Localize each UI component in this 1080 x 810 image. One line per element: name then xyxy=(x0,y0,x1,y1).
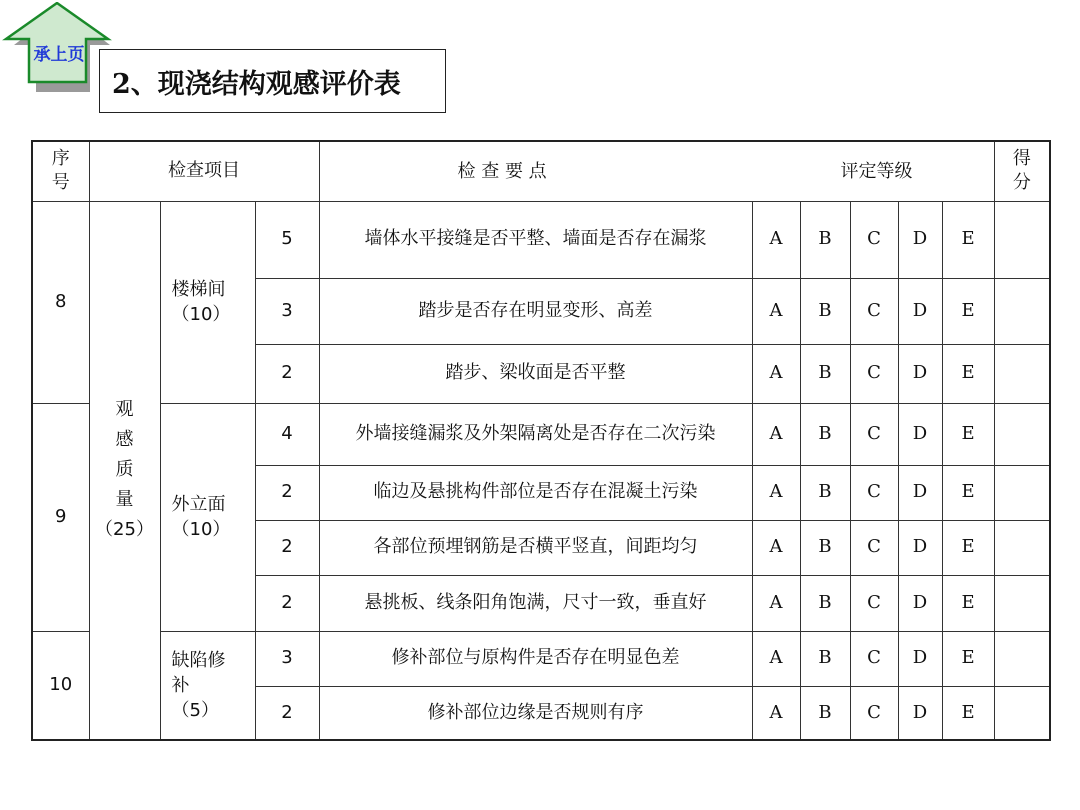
grade-option-b[interactable]: B xyxy=(800,631,850,686)
score-cell[interactable] xyxy=(994,403,1050,465)
grade-option-c[interactable]: C xyxy=(850,686,898,740)
grade-option-b[interactable]: B xyxy=(800,201,850,278)
grade-option-b[interactable]: B xyxy=(800,278,850,344)
score-cell[interactable] xyxy=(994,278,1050,344)
header-points-grade xyxy=(319,141,994,201)
score-cell[interactable] xyxy=(994,575,1050,631)
seq-cell: 9 xyxy=(32,403,89,631)
subitem-cell: 外立面 （10） xyxy=(160,403,255,631)
grade-option-d[interactable]: D xyxy=(898,631,942,686)
grade-option-d[interactable]: D xyxy=(898,344,942,403)
grade-option-b[interactable]: B xyxy=(800,686,850,740)
previous-page-label: 承上页 xyxy=(33,45,85,65)
grade-option-c[interactable]: C xyxy=(850,465,898,520)
grade-option-a[interactable]: A xyxy=(752,520,800,575)
points-cell: 4 xyxy=(255,403,319,465)
grade-option-a[interactable]: A xyxy=(752,631,800,686)
check-point-cell: 各部位预埋钢筋是否横平竖直，间距均匀 xyxy=(319,520,752,575)
grade-option-a[interactable]: A xyxy=(752,575,800,631)
points-cell: 2 xyxy=(255,575,319,631)
grade-option-d[interactable]: D xyxy=(898,201,942,278)
check-point-cell: 墙体水平接缝是否平整、墙面是否存在漏浆 xyxy=(319,201,752,278)
header-points: 检 查 要 点 xyxy=(457,161,547,182)
grade-option-a[interactable]: A xyxy=(752,686,800,740)
grade-option-d[interactable]: D xyxy=(898,686,942,740)
header-seq: 序 号 xyxy=(32,141,89,201)
page-title: 2、现浇结构观感评价表 xyxy=(112,68,401,100)
grade-option-b[interactable]: B xyxy=(800,403,850,465)
previous-page-button[interactable] xyxy=(2,2,112,92)
table-header-row xyxy=(32,141,1050,201)
grade-option-e[interactable]: E xyxy=(942,403,994,465)
grade-option-c[interactable]: C xyxy=(850,344,898,403)
table-row xyxy=(32,201,1050,278)
category-cell: 观 感 质 量 （25） xyxy=(89,201,160,740)
grade-option-d[interactable]: D xyxy=(898,520,942,575)
grade-option-e[interactable]: E xyxy=(942,201,994,278)
grade-option-c[interactable]: C xyxy=(850,278,898,344)
score-cell[interactable] xyxy=(994,201,1050,278)
grade-option-a[interactable]: A xyxy=(752,403,800,465)
grade-option-a[interactable]: A xyxy=(752,465,800,520)
grade-option-a[interactable]: A xyxy=(752,344,800,403)
grade-option-e[interactable]: E xyxy=(942,278,994,344)
grade-option-c[interactable]: C xyxy=(850,201,898,278)
points-cell: 5 xyxy=(255,201,319,278)
header-grade: 评定等级 xyxy=(840,161,913,182)
grade-option-d[interactable]: D xyxy=(898,575,942,631)
grade-option-e[interactable]: E xyxy=(942,686,994,740)
score-cell[interactable] xyxy=(994,344,1050,403)
score-cell[interactable] xyxy=(994,465,1050,520)
grade-option-b[interactable]: B xyxy=(800,520,850,575)
grade-option-d[interactable]: D xyxy=(898,465,942,520)
check-point-cell: 修补部位边缘是否规则有序 xyxy=(319,686,752,740)
check-point-cell: 悬挑板、线条阳角饱满，尺寸一致，垂直好 xyxy=(319,575,752,631)
check-point-cell: 踏步是否存在明显变形、高差 xyxy=(319,278,752,344)
grade-option-a[interactable]: A xyxy=(752,201,800,278)
grade-option-b[interactable]: B xyxy=(800,465,850,520)
seq-cell: 8 xyxy=(32,201,89,403)
grade-option-e[interactable]: E xyxy=(942,631,994,686)
check-point-cell: 临边及悬挑构件部位是否存在混凝土污染 xyxy=(319,465,752,520)
grade-option-d[interactable]: D xyxy=(898,403,942,465)
grade-option-b[interactable]: B xyxy=(800,344,850,403)
grade-option-e[interactable]: E xyxy=(942,575,994,631)
subitem-cell: 楼梯间 （10） xyxy=(160,201,255,403)
points-cell: 2 xyxy=(255,465,319,520)
subitem-cell: 缺陷修 补 （5） xyxy=(160,631,255,740)
evaluation-table xyxy=(31,140,1051,741)
points-cell: 2 xyxy=(255,344,319,403)
grade-option-a[interactable]: A xyxy=(752,278,800,344)
score-cell[interactable] xyxy=(994,631,1050,686)
grade-option-e[interactable]: E xyxy=(942,520,994,575)
grade-option-b[interactable]: B xyxy=(800,575,850,631)
score-cell[interactable] xyxy=(994,520,1050,575)
points-cell: 3 xyxy=(255,278,319,344)
grade-option-e[interactable]: E xyxy=(942,465,994,520)
table-row xyxy=(32,403,1050,465)
grade-option-e[interactable]: E xyxy=(942,344,994,403)
points-cell: 2 xyxy=(255,686,319,740)
check-point-cell: 外墙接缝漏浆及外架隔离处是否存在二次污染 xyxy=(319,403,752,465)
header-score: 得 分 xyxy=(994,141,1050,201)
grade-option-c[interactable]: C xyxy=(850,631,898,686)
grade-option-d[interactable]: D xyxy=(898,278,942,344)
grade-option-c[interactable]: C xyxy=(850,403,898,465)
check-point-cell: 踏步、梁收面是否平整 xyxy=(319,344,752,403)
score-cell[interactable] xyxy=(994,686,1050,740)
table-row xyxy=(32,631,1050,686)
grade-option-c[interactable]: C xyxy=(850,575,898,631)
seq-cell: 10 xyxy=(32,631,89,740)
check-point-cell: 修补部位与原构件是否存在明显色差 xyxy=(319,631,752,686)
header-item: 检查项目 xyxy=(89,141,319,201)
page-title-box xyxy=(99,49,446,113)
points-cell: 3 xyxy=(255,631,319,686)
grade-option-c[interactable]: C xyxy=(850,520,898,575)
points-cell: 2 xyxy=(255,520,319,575)
